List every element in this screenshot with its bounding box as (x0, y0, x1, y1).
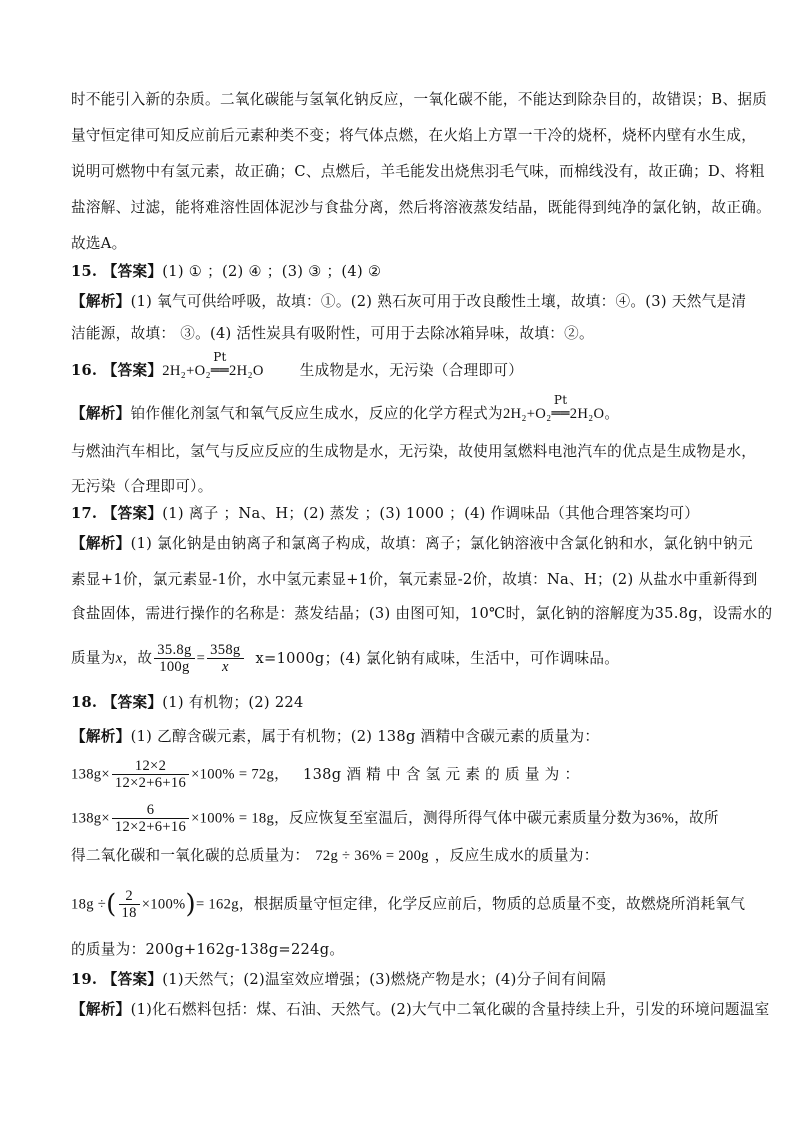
q18-answer (71, 693, 304, 713)
analysis-label: 【解析】 (71, 535, 131, 552)
numerator: 6 (112, 802, 189, 819)
analysis-text: (1)化石燃料包括：煤、石油、天然气。(2)大气中二氧化碳的含量持续上升，引发的环境问题温室 (130, 1001, 770, 1018)
equation-left: 2H₂+O₂ (162, 363, 211, 379)
math-text: ×100% = 18g，反应恢复至室温后，测得所得气体中碳元素质量分数为36%，故所 (191, 810, 719, 827)
analysis-text: 得二氧化碳和一氧化碳的总质量为： (71, 847, 310, 864)
catalyst-arrow (210, 350, 230, 381)
analysis-label: 【解析】 (71, 405, 131, 422)
q18-math-line (71, 802, 719, 835)
equation-left: 2H₂+O₂ (502, 406, 552, 422)
analysis-text: (1) 氧气可供给呼吸，故填：①。(2) 熟石灰可用于改良酸性土壤，故填：④。(3) 天然气是清 (130, 293, 747, 310)
q17-analysis-line (71, 642, 619, 675)
analysis-text: 138g 酒 精 中 含 氢 元 素 的 质 量 为 ： (303, 765, 580, 783)
right-paren: ) (185, 889, 196, 920)
fraction (112, 802, 189, 835)
q17-analysis-line: 素显+1价，氯元素显-1价，水中氢元素显+1价，氧元素显-2价，故填：Na、H；(2) 从盐水中重新得到 (71, 571, 758, 588)
analysis-text: ，反应生成水的质量为： (434, 847, 599, 864)
q18-analysis-line (71, 727, 723, 747)
answer-text: (1)天然气；(2)温室效应增强；(3)燃烧产物是水；(4)分子间有间隔 (162, 971, 606, 988)
fraction (112, 758, 189, 791)
analysis-label: 【解析】 (71, 1001, 131, 1018)
q17-answer (71, 504, 699, 524)
denominator: x (221, 659, 229, 675)
numerator: 358g (207, 642, 243, 659)
answer-label: 16. 【答案】 (71, 362, 163, 379)
answer-label: 15. 【答案】 (71, 263, 163, 280)
q16-answer (71, 350, 524, 381)
analysis-text: 质量为 (71, 649, 116, 667)
q16-analysis-line: 无污染（合理即可）。 (71, 478, 213, 495)
q15-analysis-line (71, 292, 746, 312)
catalyst-arrow (551, 393, 570, 424)
math-text: 138g× (71, 766, 110, 783)
q14-text-line: 说明可燃物中有氢元素，故正确；C、点燃后，羊毛能发出烧焦羽毛气味，而棉线没有，故正确；D、将粗 (71, 163, 765, 180)
analysis-text: (1) 乙醇含碳元素，属于有机物；(2) 138g 酒精中含碳元素的质量为： (130, 728, 600, 745)
numerator: 35.8g (154, 642, 194, 659)
numerator: 12×2 (112, 758, 189, 775)
equals-sign: = (196, 650, 206, 667)
equals-arrow: ══ (210, 362, 230, 379)
answer-text: (1) ① ；(2) ④ ；(3) ③ ；(4) ② (162, 263, 382, 280)
math-text: 138g× (71, 810, 110, 827)
q19-answer (71, 970, 606, 990)
answer-text: (1) 有机物；(2) 224 (162, 694, 304, 711)
analysis-label: 【解析】 (71, 728, 131, 745)
catalyst-label: Pt (213, 350, 227, 364)
answer-text: (1) 离子 ；Na、H；(2) 蒸发 ；(3) 1000 ；(4) 作调味品（其他合理答案均可） (162, 505, 700, 522)
q17-analysis-line: 食盐固体，需进行操作的名称是：蒸发结晶；(3) 由图可知，10℃时，氯化钠的溶解度为35.8g，设需水的 (71, 605, 773, 622)
q19-analysis-line (71, 1000, 769, 1020)
math-text: = 162g，根据质量守恒定律，化学反应前后，物质的总质量不变，故燃烧所消耗氧气 (195, 896, 746, 913)
q17-analysis-line (71, 534, 753, 554)
variable: x (115, 650, 123, 667)
denominator: 18 (121, 905, 137, 921)
q16-analysis-line: 与燃油汽车相比，氢气与反应反应的生成物是水，无污染，故使用氢燃料电池汽车的优点是生成物是水， (71, 443, 757, 460)
punctuation: 。 (604, 405, 620, 422)
analysis-text: (1) 氯化钠是由钠离子和氯离子构成，故填：离子；氯化钠溶液中含氯化钠和水，氯化钠中钠元 (130, 535, 753, 552)
q18-analysis-line (71, 846, 599, 866)
left-paren: ( (106, 889, 117, 920)
equals-arrow: ══ (551, 405, 570, 422)
answer-label: 17. 【答案】 (71, 505, 163, 522)
analysis-label: 【解析】 (71, 293, 131, 310)
answer-label: 18. 【答案】 (71, 694, 163, 711)
q14-text-line: 故选A。 (71, 235, 127, 252)
equation-right: 2H₂O (569, 406, 605, 422)
denominator: 100g (159, 659, 190, 675)
math-text: ×100% (141, 896, 186, 913)
q15-analysis-line: 洁能源，故填： ③。(4) 活性炭具有吸附性，可用于去除冰箱异味，故填：②。 (71, 325, 594, 342)
q18-math-line (71, 758, 579, 791)
analysis-text: ，故 (122, 649, 153, 667)
fraction (119, 888, 140, 921)
math-text: 18g ÷ (71, 896, 107, 913)
analysis-text: 铂作催化剂氢气和氧气反应生成水，反应的化学方程式为 (130, 405, 503, 422)
answer-label: 19. 【答案】 (71, 971, 163, 988)
q18-analysis-line: 的质量为：200g+162g-138g=224g。 (71, 941, 345, 958)
analysis-text: x=1000g；(4) 氯化钠有咸味，生活中，可作调味品。 (255, 649, 620, 667)
math-text: ×100% = 72g， (191, 766, 289, 783)
q14-text-line: 量守恒定律可知反应前后元素种类不变；将气体点燃，在火焰上方罩一干冷的烧杯，烧杯内壁有水生成， (71, 127, 757, 144)
numerator: 2 (119, 888, 140, 905)
catalyst-label: Pt (553, 393, 568, 407)
q18-math-line (71, 888, 745, 921)
q15-answer (71, 262, 381, 282)
equation-right: 2H₂O (229, 363, 264, 379)
denominator: 12×2+6+16 (114, 775, 187, 791)
q14-text-line: 时不能引入新的杂质。二氧化碳能与氢氧化钠反应，一氧化碳不能，不能达到除杂目的，故错误；B、据质 (71, 91, 768, 108)
answer-text: 生成物是水，无污染（合理即可） (299, 362, 524, 379)
fraction (207, 642, 243, 675)
q16-analysis-line (71, 393, 620, 424)
math-text: 72g ÷ 36% = 200g (315, 848, 429, 864)
q14-text-line: 盐溶解、过滤，能将难溶性固体泥沙与食盐分离，然后将溶液蒸发结晶，既能得到纯净的氯化钠，故正确。 (71, 199, 772, 216)
denominator: 12×2+6+16 (114, 819, 187, 835)
fraction (154, 642, 194, 675)
